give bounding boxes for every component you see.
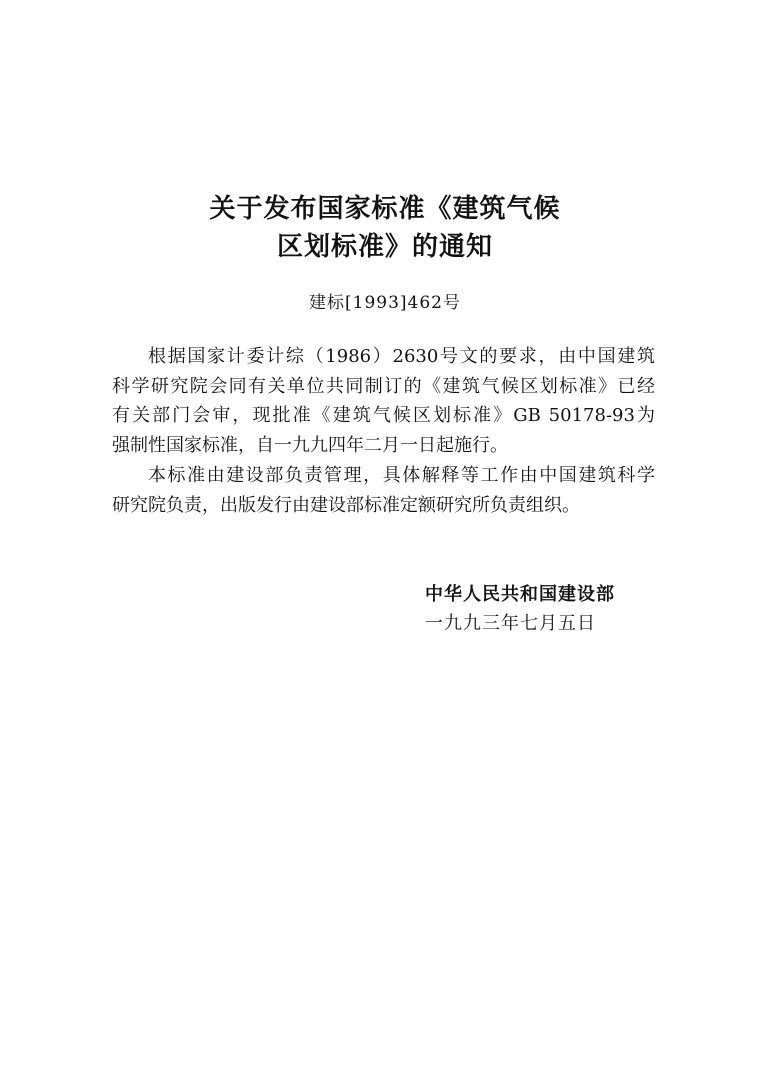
paragraph-line: 根据国家计委计综（1986）2630号文的要求，由中国建筑 [148, 346, 655, 367]
paragraph-1 [112, 342, 655, 460]
issue-date: 一九九三年七月五日 [425, 613, 596, 634]
notice-title-line-2: 区划标准》的通知 [276, 232, 493, 262]
document-number: 建标[1993]462号 [309, 293, 461, 313]
paragraph-2 [112, 461, 655, 520]
paragraph-line: 本标准由建设部负责管理，具体解释等工作由中国建筑科学 [148, 465, 655, 486]
paragraph-line: 强制性国家标准，自一九九四年二月一日起施行。 [112, 434, 508, 456]
paragraph-line: 研究院负责，出版发行由建设部标准定额研究所负责组织。 [112, 494, 580, 516]
paragraph-line: 有关部门会审，现批准《建筑气候区划标准》GB 50178-93为 [112, 405, 655, 427]
paragraph-line: 科学研究院会同有关单位共同制订的《建筑气候区划标准》已经 [112, 375, 655, 397]
issuing-authority: 中华人民共和国建设部 [425, 584, 615, 605]
notice-title-line-1: 关于发布国家标准《建筑气候 [209, 194, 561, 224]
